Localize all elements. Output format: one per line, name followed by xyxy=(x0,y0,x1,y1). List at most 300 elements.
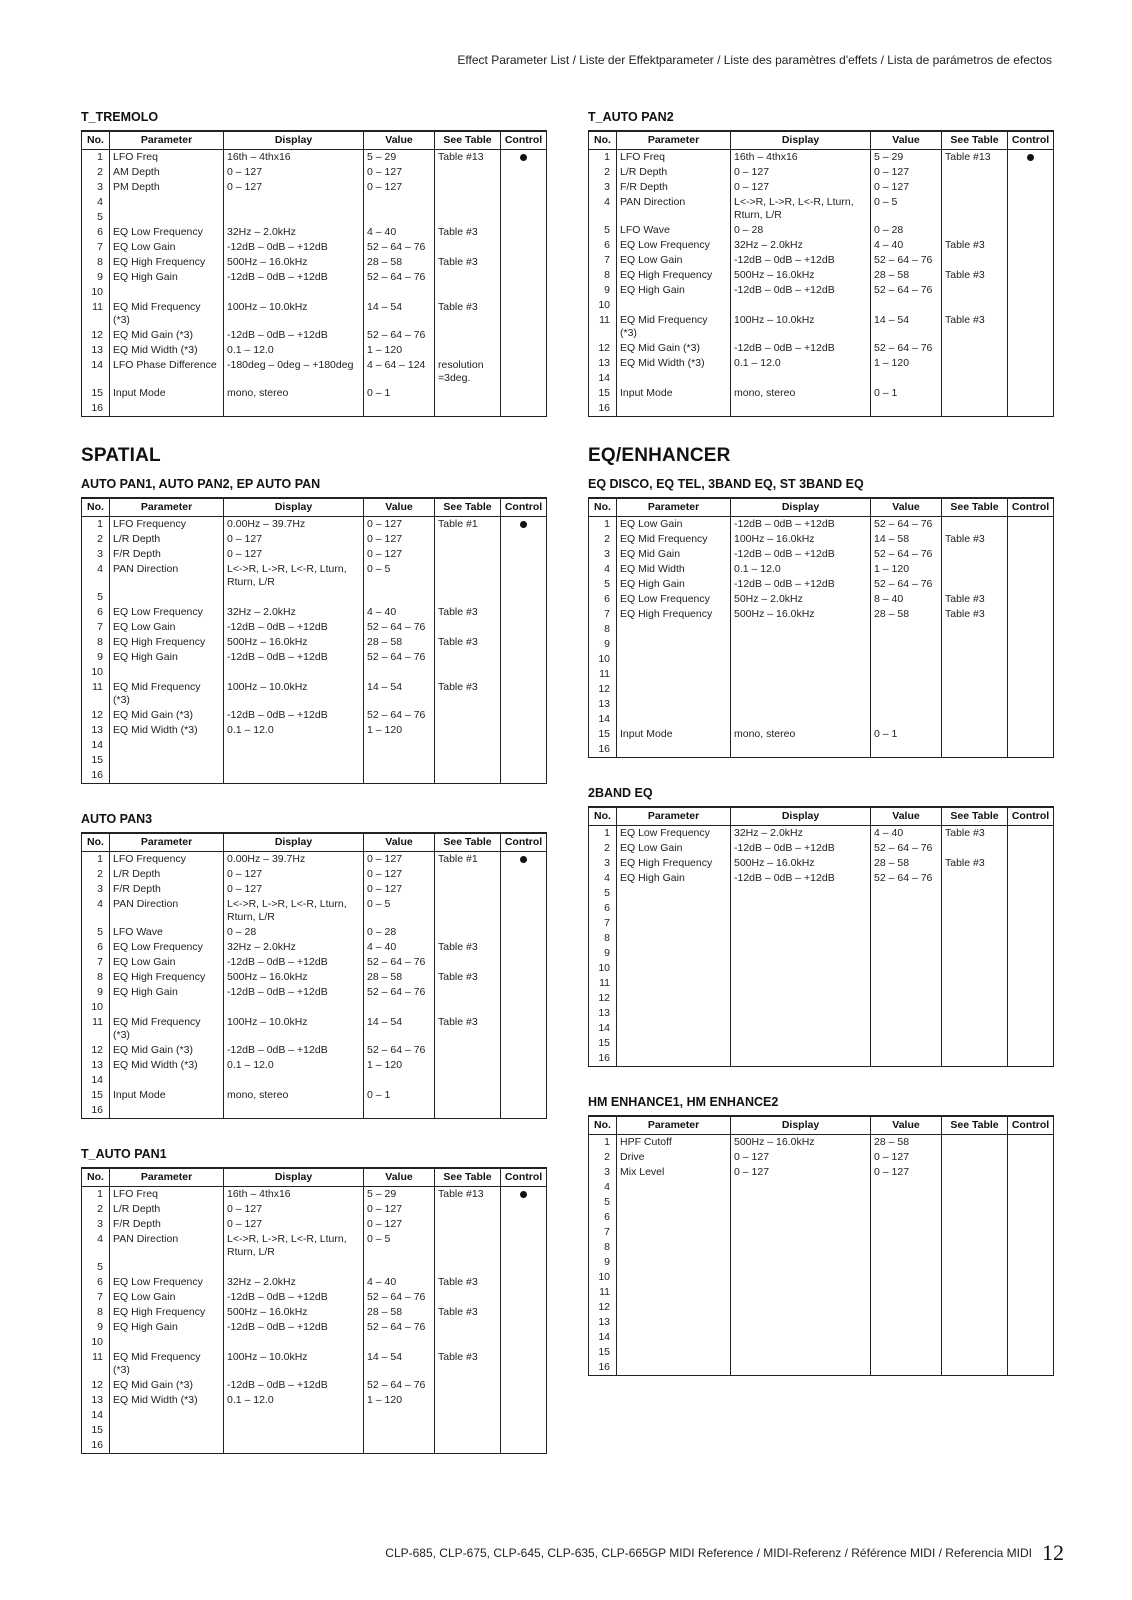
control-cell xyxy=(1008,268,1054,283)
cell-value: 14 – 58 xyxy=(871,532,942,547)
cell-display: 100Hz – 10.0kHz xyxy=(731,313,871,341)
column-header: See Table xyxy=(942,1116,1008,1135)
cell-no: 11 xyxy=(82,1350,110,1378)
cell-see-table xyxy=(435,897,501,925)
control-cell xyxy=(501,852,547,868)
cell-see-table xyxy=(942,1225,1008,1240)
cell-no: 16 xyxy=(82,1103,110,1119)
cell-see-table xyxy=(942,1315,1008,1330)
control-cell xyxy=(501,195,547,210)
cell-no: 1 xyxy=(82,150,110,166)
table-row xyxy=(589,238,1054,253)
cell-parameter: Input Mode xyxy=(617,386,731,401)
cell-no: 7 xyxy=(82,240,110,255)
cell-no: 7 xyxy=(82,1290,110,1305)
cell-parameter: L/R Depth xyxy=(110,532,224,547)
cell-value xyxy=(364,1103,435,1119)
column-header: Parameter xyxy=(110,131,224,150)
control-cell xyxy=(501,605,547,620)
table-row xyxy=(82,386,547,401)
cell-display xyxy=(731,1210,871,1225)
table-row xyxy=(589,682,1054,697)
cell-value xyxy=(871,1240,942,1255)
table-row xyxy=(82,665,547,680)
cell-see-table xyxy=(942,1240,1008,1255)
cell-value: 0 – 127 xyxy=(871,180,942,195)
cell-no: 3 xyxy=(82,180,110,195)
cell-display: 32Hz – 2.0kHz xyxy=(224,1275,364,1290)
cell-no: 13 xyxy=(589,1006,617,1021)
cell-value: 52 – 64 – 76 xyxy=(364,328,435,343)
cell-display: -12dB – 0dB – +12dB xyxy=(731,841,871,856)
control-cell xyxy=(1008,401,1054,417)
table-row xyxy=(589,268,1054,283)
control-dot-icon xyxy=(520,154,527,161)
cell-see-table xyxy=(435,343,501,358)
cell-parameter: EQ Mid Width (*3) xyxy=(110,343,224,358)
cell-see-table xyxy=(435,1000,501,1015)
table-header-row xyxy=(82,498,547,517)
cell-value xyxy=(364,401,435,417)
cell-see-table xyxy=(942,1165,1008,1180)
cell-no: 4 xyxy=(589,562,617,577)
parameter-table xyxy=(81,130,547,417)
control-cell xyxy=(1008,826,1054,842)
column-header: See Table xyxy=(942,131,1008,150)
column-header: See Table xyxy=(435,131,501,150)
cell-see-table xyxy=(942,1135,1008,1151)
column-header: Display xyxy=(731,807,871,826)
cell-see-table xyxy=(942,298,1008,313)
cell-display xyxy=(731,1240,871,1255)
cell-display xyxy=(731,1315,871,1330)
cell-value xyxy=(871,1051,942,1067)
cell-see-table: Table #13 xyxy=(435,150,501,166)
cell-see-table: Table #3 xyxy=(942,268,1008,283)
cell-no: 4 xyxy=(82,897,110,925)
cell-value: 52 – 64 – 76 xyxy=(364,620,435,635)
cell-value xyxy=(364,665,435,680)
cell-no: 3 xyxy=(589,547,617,562)
cell-see-table xyxy=(435,328,501,343)
cell-parameter: Input Mode xyxy=(110,386,224,401)
cell-value xyxy=(871,1255,942,1270)
cell-see-table xyxy=(942,916,1008,931)
cell-display: 100Hz – 10.0kHz xyxy=(224,300,364,328)
control-cell xyxy=(1008,682,1054,697)
cell-see-table xyxy=(435,532,501,547)
control-cell xyxy=(501,1015,547,1043)
parameter-table xyxy=(588,806,1054,1067)
cell-display xyxy=(224,285,364,300)
cell-value: 0 – 127 xyxy=(364,1217,435,1232)
table-row xyxy=(82,708,547,723)
cell-display: -12dB – 0dB – +12dB xyxy=(224,1043,364,1058)
control-cell xyxy=(501,1073,547,1088)
column-header: Control xyxy=(1008,498,1054,517)
cell-display: 0 – 127 xyxy=(224,547,364,562)
column-header: Control xyxy=(501,131,547,150)
parameter-table xyxy=(588,130,1054,417)
cell-parameter xyxy=(617,298,731,313)
cell-display: mono, stereo xyxy=(224,386,364,401)
table-row xyxy=(82,1275,547,1290)
cell-parameter: EQ Low Frequency xyxy=(110,605,224,620)
cell-value: 0 – 127 xyxy=(364,180,435,195)
cell-value: 0 – 127 xyxy=(364,882,435,897)
cell-value xyxy=(871,1006,942,1021)
cell-no: 14 xyxy=(589,1330,617,1345)
table-row xyxy=(589,313,1054,341)
table-header-row xyxy=(82,833,547,852)
cell-value: 0 – 28 xyxy=(364,925,435,940)
section-hm-enhance1-hm-enhance2 xyxy=(588,1095,1053,1376)
cell-display: mono, stereo xyxy=(731,386,871,401)
cell-parameter: L/R Depth xyxy=(110,867,224,882)
control-cell xyxy=(501,517,547,533)
cell-value: 52 – 64 – 76 xyxy=(364,1290,435,1305)
cell-see-table xyxy=(942,1360,1008,1376)
cell-display: 0 – 127 xyxy=(224,532,364,547)
cell-parameter: EQ High Gain xyxy=(617,871,731,886)
control-cell xyxy=(1008,1180,1054,1195)
cell-parameter: EQ High Frequency xyxy=(617,268,731,283)
cell-no: 14 xyxy=(82,358,110,386)
table-row xyxy=(589,356,1054,371)
cell-parameter: EQ High Frequency xyxy=(110,635,224,650)
control-dot-icon xyxy=(520,521,527,528)
control-cell xyxy=(1008,652,1054,667)
control-cell xyxy=(1008,1195,1054,1210)
cell-parameter xyxy=(617,1036,731,1051)
table-row xyxy=(82,1378,547,1393)
table-title: T_TREMOLO xyxy=(81,110,159,124)
table-row xyxy=(589,1315,1054,1330)
cell-see-table xyxy=(435,210,501,225)
cell-parameter xyxy=(110,401,224,417)
cell-display: 50Hz – 2.0kHz xyxy=(731,592,871,607)
cell-see-table xyxy=(435,665,501,680)
cell-see-table: Table #13 xyxy=(435,1187,501,1203)
cell-see-table xyxy=(942,1195,1008,1210)
control-cell xyxy=(501,1438,547,1454)
parameter-table xyxy=(81,1167,547,1454)
control-cell xyxy=(501,1217,547,1232)
cell-parameter: EQ Mid Frequency xyxy=(617,532,731,547)
cell-parameter: EQ Mid Gain (*3) xyxy=(110,708,224,723)
table-row xyxy=(589,1210,1054,1225)
cell-value: 28 – 58 xyxy=(871,856,942,871)
control-cell xyxy=(501,255,547,270)
cell-value xyxy=(871,961,942,976)
cell-no: 12 xyxy=(82,708,110,723)
cell-no: 3 xyxy=(589,856,617,871)
cell-parameter: EQ Low Gain xyxy=(617,517,731,533)
cell-no: 13 xyxy=(589,1315,617,1330)
cell-see-table xyxy=(942,727,1008,742)
cell-value xyxy=(871,1360,942,1376)
cell-parameter: EQ Mid Gain (*3) xyxy=(110,1043,224,1058)
table-row xyxy=(82,680,547,708)
cell-parameter: EQ Low Gain xyxy=(110,620,224,635)
cell-see-table xyxy=(435,985,501,1000)
control-cell xyxy=(1008,1285,1054,1300)
table-row xyxy=(589,150,1054,166)
control-cell xyxy=(501,1058,547,1073)
cell-parameter: EQ Low Gain xyxy=(617,841,731,856)
cell-see-table xyxy=(435,1335,501,1350)
cell-no: 9 xyxy=(82,985,110,1000)
cell-parameter: LFO Freq xyxy=(617,150,731,166)
cell-parameter xyxy=(617,697,731,712)
control-cell xyxy=(501,1335,547,1350)
cell-see-table xyxy=(942,1345,1008,1360)
cell-no: 1 xyxy=(589,517,617,533)
control-cell xyxy=(1008,871,1054,886)
cell-parameter: EQ High Gain xyxy=(110,985,224,1000)
table-row xyxy=(589,991,1054,1006)
right-column xyxy=(588,110,1053,1404)
table-row xyxy=(589,1240,1054,1255)
cell-value: 0 – 127 xyxy=(364,532,435,547)
cell-display: -12dB – 0dB – +12dB xyxy=(224,955,364,970)
table-row xyxy=(82,1058,547,1073)
cell-parameter: EQ Low Gain xyxy=(617,253,731,268)
cell-see-table: resolution =3deg. xyxy=(435,358,501,386)
cell-display: 0 – 127 xyxy=(731,1165,871,1180)
cell-no: 6 xyxy=(82,940,110,955)
cell-display: -12dB – 0dB – +12dB xyxy=(731,283,871,298)
cell-value xyxy=(871,1036,942,1051)
control-cell xyxy=(1008,976,1054,991)
cell-see-table: Table #13 xyxy=(942,150,1008,166)
cell-no: 15 xyxy=(82,1423,110,1438)
table-row xyxy=(589,946,1054,961)
cell-see-table xyxy=(942,283,1008,298)
column-header: Parameter xyxy=(110,833,224,852)
cell-value: 52 – 64 – 76 xyxy=(364,985,435,1000)
cell-no: 6 xyxy=(589,901,617,916)
cell-see-table xyxy=(942,577,1008,592)
cell-no: 4 xyxy=(589,871,617,886)
parameter-table xyxy=(81,497,547,784)
control-cell xyxy=(1008,165,1054,180)
table-row xyxy=(82,517,547,533)
cell-value: 52 – 64 – 76 xyxy=(871,547,942,562)
cell-see-table xyxy=(435,1408,501,1423)
cell-no: 5 xyxy=(82,1260,110,1275)
cell-display xyxy=(731,682,871,697)
control-cell xyxy=(501,1043,547,1058)
column-header: Value xyxy=(364,498,435,517)
control-cell xyxy=(501,1187,547,1203)
control-cell xyxy=(1008,886,1054,901)
cell-parameter: EQ High Gain xyxy=(110,270,224,285)
cell-no: 10 xyxy=(589,1270,617,1285)
cell-no: 7 xyxy=(82,955,110,970)
table-row xyxy=(589,1270,1054,1285)
control-cell xyxy=(501,285,547,300)
cell-no: 1 xyxy=(82,852,110,868)
cell-see-table xyxy=(942,991,1008,1006)
cell-value: 5 – 29 xyxy=(364,1187,435,1203)
cell-value xyxy=(364,753,435,768)
column-header: Display xyxy=(731,131,871,150)
column-header: See Table xyxy=(942,807,1008,826)
cell-value: 52 – 64 – 76 xyxy=(364,955,435,970)
column-header: Value xyxy=(871,131,942,150)
control-cell xyxy=(501,532,547,547)
control-cell xyxy=(1008,1210,1054,1225)
cell-parameter: EQ Low Gain xyxy=(110,1290,224,1305)
cell-display xyxy=(224,738,364,753)
table-row xyxy=(82,753,547,768)
control-cell xyxy=(1008,1036,1054,1051)
table-row xyxy=(589,223,1054,238)
cell-value xyxy=(364,1073,435,1088)
cell-no: 3 xyxy=(589,1165,617,1180)
table-row xyxy=(82,1350,547,1378)
table-row xyxy=(589,180,1054,195)
control-cell xyxy=(501,1350,547,1378)
column-header: No. xyxy=(589,807,617,826)
cell-parameter xyxy=(617,1330,731,1345)
cell-see-table xyxy=(942,1021,1008,1036)
cell-display: 0.1 – 12.0 xyxy=(224,1393,364,1408)
table-row xyxy=(589,1165,1054,1180)
cell-see-table: Table #3 xyxy=(435,970,501,985)
section-t-auto-pan2 xyxy=(588,110,1053,417)
cell-parameter: PAN Direction xyxy=(617,195,731,223)
cell-parameter: EQ Low Frequency xyxy=(617,826,731,842)
cell-see-table xyxy=(942,223,1008,238)
cell-no: 5 xyxy=(589,886,617,901)
cell-no: 13 xyxy=(82,1058,110,1073)
cell-no: 13 xyxy=(82,1393,110,1408)
cell-no: 9 xyxy=(589,283,617,298)
control-cell xyxy=(501,955,547,970)
table-row xyxy=(82,1438,547,1454)
table-title: HM ENHANCE1, HM ENHANCE2 xyxy=(588,1095,779,1109)
cell-no: 2 xyxy=(82,532,110,547)
control-cell xyxy=(1008,592,1054,607)
table-row xyxy=(589,1330,1054,1345)
control-cell xyxy=(501,665,547,680)
control-cell xyxy=(501,753,547,768)
cell-parameter: EQ Mid Frequency (*3) xyxy=(110,680,224,708)
cell-no: 6 xyxy=(82,1275,110,1290)
table-row xyxy=(82,1103,547,1119)
table-title: T_AUTO PAN1 xyxy=(81,1147,167,1161)
cell-see-table xyxy=(942,682,1008,697)
cell-see-table xyxy=(435,753,501,768)
table-title: T_AUTO PAN2 xyxy=(588,110,674,124)
cell-display: L<->R, L->R, L<-R, Lturn, Rturn, L/R xyxy=(224,562,364,590)
cell-no: 7 xyxy=(589,253,617,268)
cell-see-table xyxy=(435,768,501,784)
cell-parameter: LFO Freq xyxy=(110,1187,224,1203)
cell-display xyxy=(224,665,364,680)
control-cell xyxy=(501,635,547,650)
table-row xyxy=(82,590,547,605)
cell-display xyxy=(731,1330,871,1345)
cell-display xyxy=(731,1021,871,1036)
cell-see-table xyxy=(435,590,501,605)
cell-display xyxy=(731,1270,871,1285)
table-row xyxy=(82,1423,547,1438)
table-row xyxy=(82,358,547,386)
column-header: Control xyxy=(1008,1116,1054,1135)
table-title: AUTO PAN3 xyxy=(81,812,153,826)
cell-parameter: EQ High Gain xyxy=(110,650,224,665)
table-row xyxy=(82,1290,547,1305)
cell-value xyxy=(871,697,942,712)
cell-value: 28 – 58 xyxy=(871,1135,942,1151)
column-header: Parameter xyxy=(110,498,224,517)
table-row xyxy=(589,1360,1054,1376)
cell-see-table xyxy=(942,637,1008,652)
table-row xyxy=(589,697,1054,712)
cell-display: 32Hz – 2.0kHz xyxy=(224,940,364,955)
control-cell xyxy=(501,547,547,562)
cell-value: 0 – 127 xyxy=(364,1202,435,1217)
table-row xyxy=(589,547,1054,562)
cell-value: 5 – 29 xyxy=(871,150,942,166)
cell-see-table xyxy=(435,180,501,195)
cell-no: 8 xyxy=(589,1240,617,1255)
table-row xyxy=(82,300,547,328)
cell-display: L<->R, L->R, L<-R, Lturn, Rturn, L/R xyxy=(731,195,871,223)
cell-parameter xyxy=(617,1240,731,1255)
table-row xyxy=(82,1043,547,1058)
cell-parameter xyxy=(617,901,731,916)
cell-see-table xyxy=(435,1393,501,1408)
table-row xyxy=(82,723,547,738)
cell-display xyxy=(731,1360,871,1376)
table-row xyxy=(82,240,547,255)
cell-parameter: PAN Direction xyxy=(110,562,224,590)
control-cell xyxy=(1008,697,1054,712)
control-cell xyxy=(501,358,547,386)
cell-display xyxy=(224,590,364,605)
parameter-table xyxy=(588,497,1054,758)
cell-no: 9 xyxy=(589,1255,617,1270)
table-row xyxy=(589,931,1054,946)
cell-see-table xyxy=(942,622,1008,637)
cell-see-table xyxy=(942,931,1008,946)
cell-parameter xyxy=(617,1315,731,1330)
cell-value xyxy=(364,768,435,784)
control-cell xyxy=(1008,1330,1054,1345)
control-cell xyxy=(1008,371,1054,386)
cell-see-table xyxy=(942,961,1008,976)
control-cell xyxy=(501,1423,547,1438)
table-row xyxy=(589,1021,1054,1036)
cell-display xyxy=(731,637,871,652)
cell-parameter: F/R Depth xyxy=(110,882,224,897)
cell-display: 500Hz – 16.0kHz xyxy=(224,970,364,985)
cell-parameter xyxy=(617,1270,731,1285)
table-row xyxy=(82,955,547,970)
column-header: No. xyxy=(589,131,617,150)
cell-parameter xyxy=(617,946,731,961)
control-dot-icon xyxy=(520,856,527,863)
cell-value xyxy=(871,637,942,652)
control-cell xyxy=(1008,727,1054,742)
cell-no: 8 xyxy=(82,970,110,985)
control-cell xyxy=(501,562,547,590)
cell-value xyxy=(364,738,435,753)
